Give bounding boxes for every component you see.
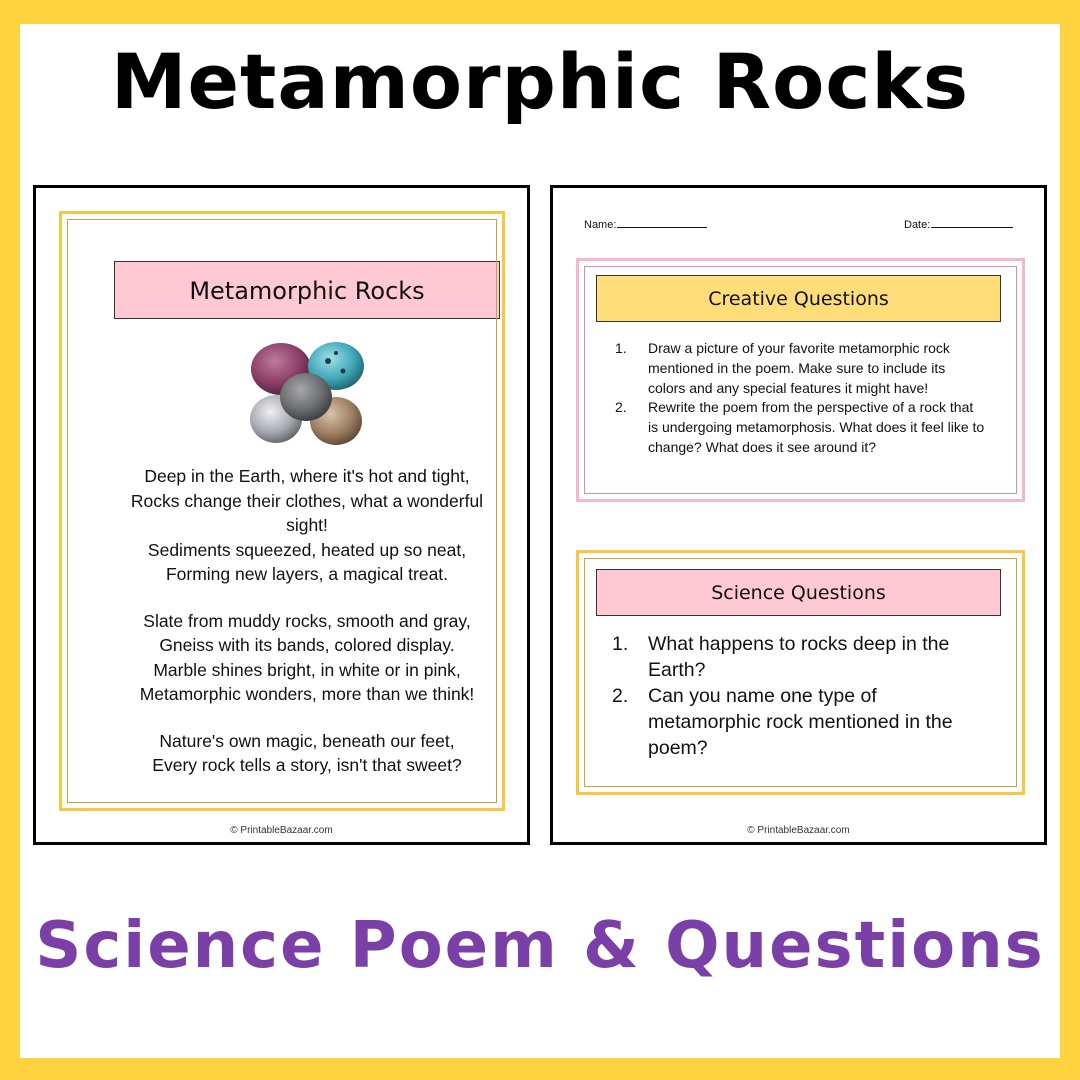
poem-line: Every rock tells a story, isn't that sweet? (152, 755, 462, 775)
date-blank[interactable] (931, 218, 1013, 228)
question-text: Can you name one type of metamorphic rock mentioned in the poem? (648, 685, 953, 759)
poem-line: Forming new layers, a magical treat. (165, 564, 449, 584)
questions-sheet (550, 185, 1047, 845)
poem-line: Nature's own magic, beneath our feet, (159, 730, 455, 751)
name-label: Name: (584, 219, 617, 231)
question-text: Draw a picture of your favorite metamorphic rock mentioned in the poem. Make sure to include its colors and any special features it might have! (648, 340, 950, 396)
creative-questions-list (615, 339, 985, 458)
list-item (615, 398, 985, 457)
copyright-footer: © PrintableBazaar.com (747, 825, 850, 836)
question-number: 2. (612, 685, 629, 707)
poem-sheet (33, 185, 530, 845)
poem-line: Rocks change their clothes, what a wonderful (130, 490, 484, 511)
question-number: 1. (615, 340, 627, 356)
question-text: Rewrite the poem from the perspective of a rock that is undergoing metamorphosis. What does it feel like to change? What does it see around it? (648, 399, 985, 455)
question-number: 1. (612, 633, 629, 655)
science-questions-list (612, 631, 982, 761)
creative-questions-title: Creative Questions (596, 275, 1001, 322)
question-text: What happens to rocks deep in the Earth? (648, 633, 950, 681)
name-field[interactable] (584, 218, 707, 231)
date-label: Date: (904, 219, 931, 231)
science-questions-frame (576, 550, 1025, 795)
poem-line: Slate from muddy rocks, smooth and gray, (143, 610, 471, 631)
name-blank[interactable] (617, 218, 707, 228)
subtitle: Science Poem & Questions (35, 909, 1045, 983)
poem-title: Metamorphic Rocks (114, 261, 500, 319)
creative-questions-frame (576, 258, 1025, 502)
poem-frame (59, 211, 505, 811)
poem-line: Marble shines bright, in white or in pink, (153, 659, 461, 680)
copyright-footer: © PrintableBazaar.com (230, 825, 333, 836)
poem-stanza (102, 729, 512, 778)
poem-line: Gneiss with its bands, colored display. (159, 635, 455, 655)
poem-stanza (102, 464, 512, 587)
poem-stanza (102, 609, 512, 707)
poem-line: Metamorphic wonders, more than we think! (139, 684, 475, 704)
question-number: 2. (615, 399, 627, 416)
date-field[interactable] (904, 218, 1013, 231)
list-item (615, 339, 985, 398)
colorful-rocks-icon (248, 339, 368, 449)
poem-line: Sediments squeezed, heated up so neat, (147, 539, 467, 560)
science-questions-title: Science Questions (596, 569, 1001, 616)
poem-line: sight! (286, 515, 328, 535)
poem-line: Deep in the Earth, where it's hot and tight, (144, 466, 470, 486)
poem-text (102, 464, 512, 800)
main-title: Metamorphic Rocks (110, 37, 970, 126)
list-item (612, 631, 982, 683)
list-item (612, 683, 982, 761)
